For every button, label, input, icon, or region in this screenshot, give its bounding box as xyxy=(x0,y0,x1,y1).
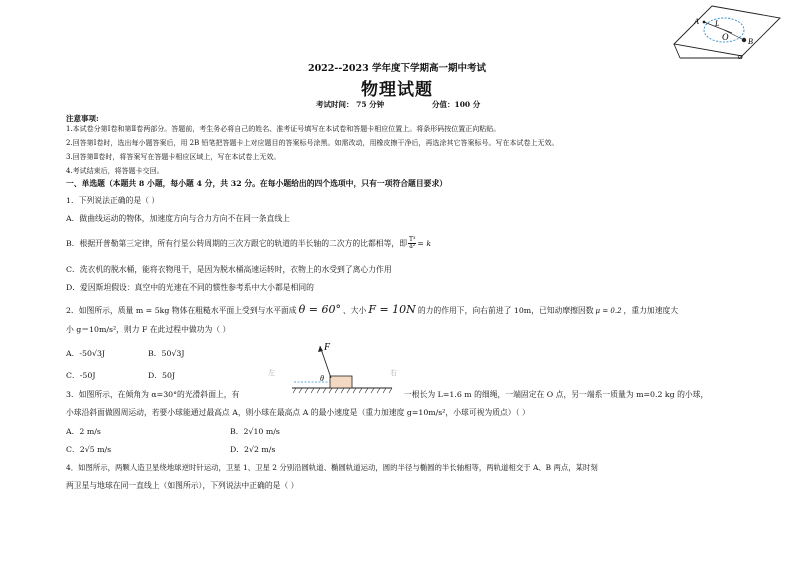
q2-option-c: C．-50J xyxy=(66,371,96,380)
q1-stem: 1．下列说法正确的是（ ） xyxy=(66,196,160,205)
q1-option-d: D．爱因斯坦假设：真空中的光速在不同的惯性参考系中大小都是相同的 xyxy=(66,283,314,292)
exam-time: 考试时间： 75 分钟 xyxy=(316,100,385,109)
q3-option-b: B．2√10 m/s xyxy=(230,427,280,436)
q3-option-c: C．2√5 m/s xyxy=(66,445,112,454)
exam-title: 2022--2023 学年度下学期高一期中考试 xyxy=(307,63,487,74)
q2-option-a: A．-50√3J xyxy=(66,349,106,358)
incline-circle-figure xyxy=(672,4,782,64)
q2-mu: μ = 0.2 xyxy=(595,307,622,315)
kepler-constant: = k xyxy=(417,238,432,248)
angle-label: θ xyxy=(320,374,324,383)
corner-label-l: L xyxy=(715,19,720,28)
q3-line1-b: 一根长为 L=1.6 m 的细绳，一端固定在 O 点，另一端系一质量为 m=0.2 kg 的小球， xyxy=(404,390,709,399)
kepler-numerator: T³ xyxy=(409,236,416,243)
q2-force: F = 10N xyxy=(368,303,416,316)
q2-text-b: 、大小 xyxy=(342,306,367,315)
q2-option-b: B．50√3J xyxy=(148,349,185,358)
note-item: 2.回答第Ⅰ卷时，选出每小题答案后，用 2B 铅笔把答题卡上对应题目的答案标号涂黑。如需改动，用橡皮擦干净后，再选涂其它答案标号。写在本试卷上无效。 xyxy=(66,139,559,147)
note-item: 3.回答第Ⅱ卷时，将答案写在答题卡相应区域上，写在本试卷上无效。 xyxy=(66,153,281,161)
q2-text-a: 2．如图所示，质量 m = 5kg 物体在粗糙水平面上受到与水平面成 xyxy=(66,306,297,315)
corner-label-b: B xyxy=(748,37,753,46)
right-label: 右 xyxy=(390,369,397,377)
corner-label-o: O xyxy=(722,32,729,42)
q2-text-c: 的力的作用下，向右前进了 10m，已知动摩擦因数 xyxy=(417,306,594,315)
q2-option-d: D．50J xyxy=(148,371,176,380)
q2-line2: 小 g＝10m/s²，则力 F 在此过程中做功为（ ） xyxy=(66,325,231,334)
q3-line1-a: 3．如图所示，在倾角为 α=30°的光滑斜面上，有 xyxy=(66,390,240,399)
q4-line2: 两卫星与地球在同一直线上（如图所示），下列说法中正确的是（ ） xyxy=(66,481,299,490)
note-item: 1.本试卷分第Ⅰ卷和第Ⅱ卷两部分。答题前，考生务必将自己的姓名、准考证号填写在本试卷和答题卡相应位置上。将条形码按位置正向粘贴。 xyxy=(66,125,501,133)
q3-option-a: A．2 m/s xyxy=(66,427,101,436)
q3-line2: 小球沿斜面做圆周运动，若要小球能通过最高点 A，则小球在最高点 A 的最小速度是（重力加速度 g=10m/s²，小球可视为质点）（ ） xyxy=(66,408,530,417)
q3-option-d: D．2√2 m/s xyxy=(230,445,276,454)
q1-option-b-row xyxy=(66,237,431,250)
q1-option-a: A．做曲线运动的物体，加速度方向与合力方向不在同一条直线上 xyxy=(66,214,290,223)
notes-heading: 注意事项: xyxy=(66,114,99,123)
q1-option-c: C．洗衣机的脱水桶，能将衣物甩干，是因为脱水桶高速运转时，衣物上的水受到了离心力作用 xyxy=(66,265,392,274)
corner-label-a: A xyxy=(694,17,699,26)
kepler-fraction xyxy=(408,237,416,250)
q2-text-d: ，重力加速度大 xyxy=(623,306,679,315)
block-force-figure xyxy=(284,340,400,398)
section-heading: 一、单选题（本题共 8 小题，每小题 4 分，共 32 分。在每小题给出的四个选项中，只有一项符合题目要求） xyxy=(66,179,448,188)
q2-line1 xyxy=(66,304,678,315)
q4-line1: 4．如图所示，两颗人造卫星绕地球逆时针运动，卫星 1、卫星 2 分别沿圆轨道、椭圆轨道运动，圆的半径与椭圆的半长轴相等，两轨道相交于 A、B 两点，某时刻 xyxy=(66,463,598,472)
q1-option-b: B．根据开普勒第三定律，所有行星公转周期的三次方跟它的轨道的半长轴的二次方的比都相等，即 xyxy=(66,238,407,248)
exam-score: 分值：100 分 xyxy=(432,100,481,109)
note-item: 4.考试结束后，将答题卡交回。 xyxy=(66,167,164,175)
kepler-denominator: a² xyxy=(409,243,416,250)
left-label: 左 xyxy=(268,369,275,377)
q2-theta: θ = 60° xyxy=(298,303,341,316)
force-label: F xyxy=(324,342,331,353)
subject-title: 物理试题 xyxy=(361,80,433,100)
corner-label-alpha: α xyxy=(738,52,743,61)
